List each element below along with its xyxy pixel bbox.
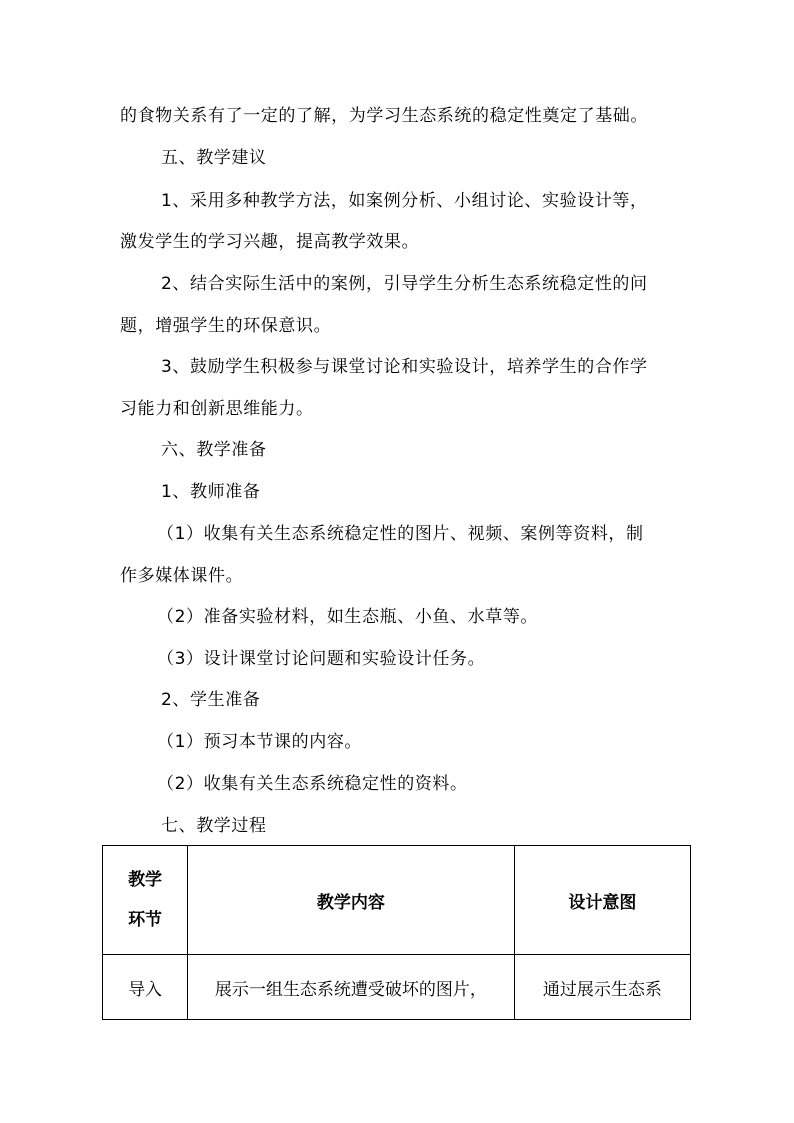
paragraph-continuation: 的食物关系有了一定的了解，为学习生态系统的稳定性奠定了基础。: [120, 106, 648, 126]
cell-content: 展示一组生态系统遭受破坏的图片，: [188, 955, 515, 1020]
student-prep-1: （1）预习本节课的内容。: [157, 732, 363, 752]
subheading-teacher-preparation: 1、教师准备: [161, 482, 261, 502]
section-heading-teaching-process: 七、教学过程: [161, 816, 267, 836]
suggestion-3-line-2: 习能力和创新思维能力。: [120, 399, 314, 419]
section-heading-teaching-suggestions: 五、教学建议: [161, 148, 267, 168]
section-heading-teaching-preparation: 六、教学准备: [161, 440, 267, 460]
suggestion-1-line-2: 激发学生的学习兴趣，提高教学效果。: [120, 232, 420, 252]
subheading-student-preparation: 2、学生准备: [161, 690, 261, 710]
table-header-row: [103, 846, 691, 955]
teacher-prep-2: （2）准备实验材料，如生态瓶、小鱼、水草等。: [157, 607, 539, 627]
teacher-prep-3: （3）设计课堂讨论问题和实验设计任务。: [157, 649, 486, 669]
cell-intent: 通过展示生态系: [514, 955, 690, 1020]
header-teaching-content: 教学内容: [188, 846, 515, 955]
suggestion-1-line-1: 1、采用多种教学方法，如案例分析、小组讨论、实验设计等，: [161, 191, 648, 211]
teacher-prep-1-line-1: （1）收集有关生态系统稳定性的图片、视频、案例等资料，制: [157, 524, 644, 544]
suggestion-3-line-1: 3、鼓励学生积极参与课堂讨论和实验设计，培养学生的合作学: [161, 357, 648, 377]
suggestion-2-line-1: 2、结合实际生活中的案例，引导学生分析生态系统稳定性的问: [161, 274, 648, 294]
header-design-intent: 设计意图: [514, 846, 690, 955]
teacher-prep-1-line-2: 作多媒体课件。: [120, 566, 244, 586]
header-teaching-stage-line-1: 教学: [128, 870, 163, 890]
suggestion-2-line-2: 题，增强学生的环保意识。: [120, 316, 332, 336]
cell-stage: 导入: [103, 955, 188, 1020]
table-row: [103, 955, 691, 1020]
header-teaching-stage: [103, 846, 188, 955]
header-teaching-stage-line-2: 环节: [128, 910, 163, 930]
teaching-process-table: [102, 845, 691, 1020]
student-prep-2: （2）收集有关生态系统稳定性的资料。: [157, 774, 468, 794]
